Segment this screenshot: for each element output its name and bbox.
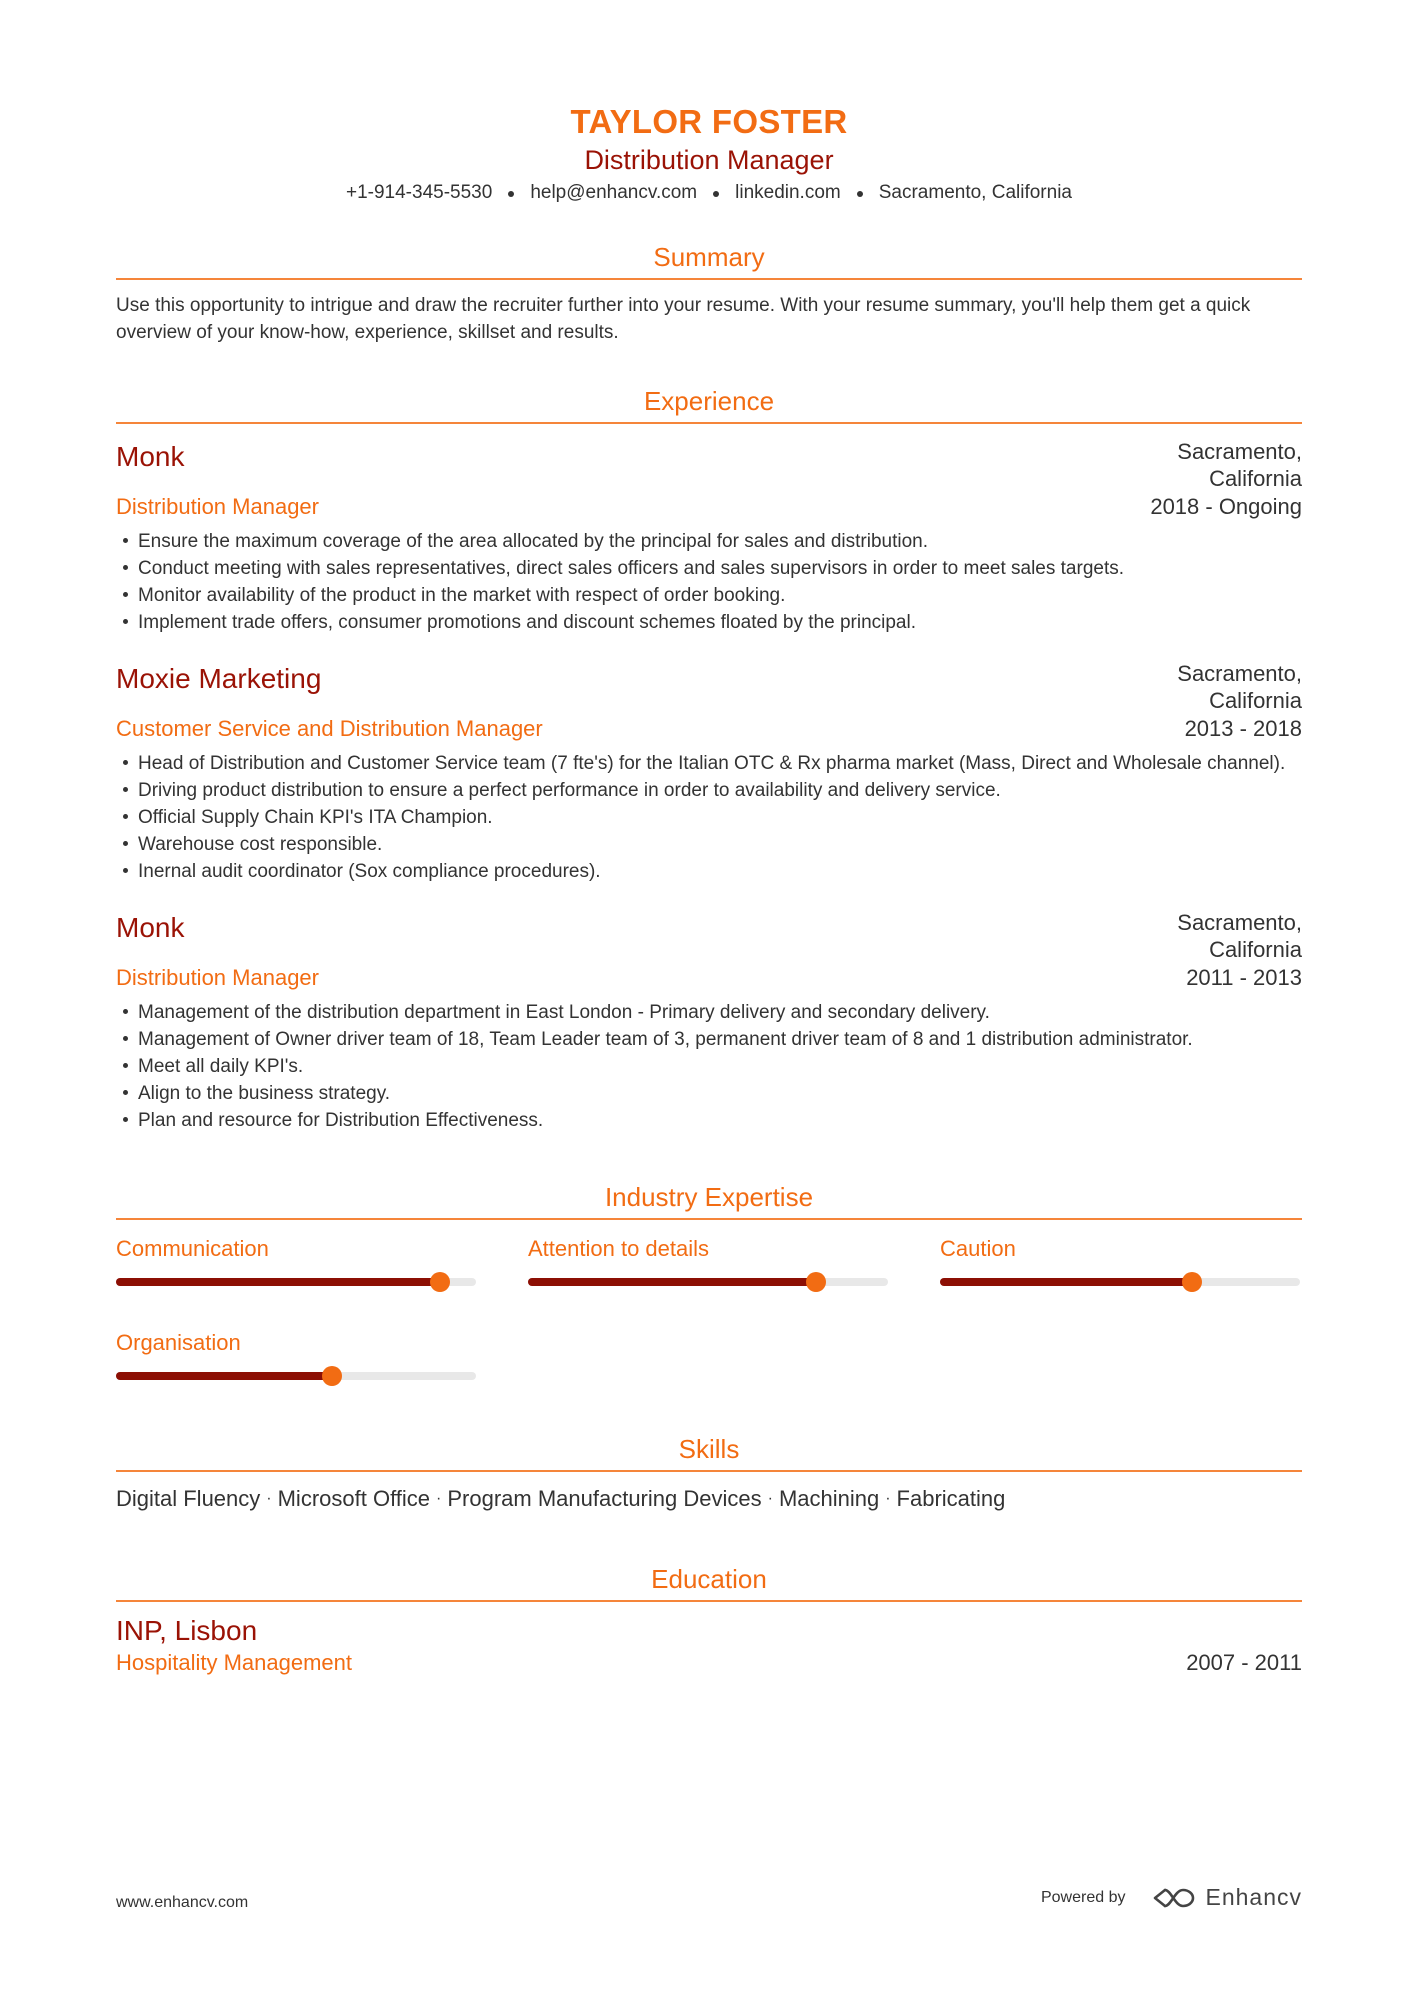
job-bullet: Plan and resource for Distribution Effectiveness.: [116, 1107, 1302, 1134]
expertise-bar-fill: [116, 1372, 332, 1380]
job-dates: 2011 - 2013: [1186, 965, 1302, 990]
contact-email: help@enhancv.com: [530, 182, 698, 203]
skill-separator: ·: [767, 1490, 773, 1507]
resume-content: [116, 100, 1302, 1678]
job-bullet: Head of Distribution and Customer Service team (7 fte's) for the Italian OTC & Rx pharma market (Mass, Direct and Wholesale channel).: [116, 750, 1302, 777]
summary-section: [116, 240, 1302, 346]
job-bullet: Conduct meeting with sales representatives, direct sales officers and sales supervisors in order to meet sales targets.: [116, 555, 1302, 582]
brand-name: Enhancv: [1205, 1884, 1302, 1910]
job-bullet: Align to the business strategy.: [116, 1080, 1302, 1107]
expertise-bar-fill: [116, 1278, 440, 1286]
footer-website[interactable]: www.enhancv.com: [116, 1894, 249, 1911]
job-dates: 2018 - Ongoing: [1150, 494, 1302, 519]
education-heading: Education: [116, 1562, 1302, 1602]
candidate-name: TAYLOR FOSTER: [570, 103, 848, 140]
expertise-bar-knob: [430, 1272, 450, 1292]
expertise-bar-knob: [1182, 1272, 1202, 1292]
education-section: [116, 1562, 1302, 1678]
expertise-bar: [528, 1278, 888, 1286]
experience-section: [116, 384, 1302, 1134]
expertise-heading: Industry Expertise: [116, 1180, 1302, 1220]
powered-by-label: Powered by: [1040, 1888, 1126, 1906]
company-name: Monk: [116, 441, 185, 472]
job-entry: [116, 438, 1302, 636]
expertise-bar-fill: [528, 1278, 816, 1286]
job-bullet: Meet all daily KPI's.: [116, 1053, 1302, 1080]
experience-heading: Experience: [116, 384, 1302, 424]
expertise-bar: [116, 1372, 476, 1380]
skill-item: Machining: [778, 1486, 880, 1511]
education-dates: 2007 - 2011: [1186, 1650, 1302, 1675]
expertise-label: Caution: [940, 1236, 1016, 1261]
skills-list: [116, 1484, 1302, 1514]
education-school: INP, Lisbon: [116, 1615, 258, 1646]
job-entry: [116, 909, 1302, 1134]
resume-header: [116, 100, 1302, 206]
education-degree: Hospitality Management: [116, 1650, 353, 1675]
expertise-item: [116, 1234, 476, 1298]
job-bullet: Inernal audit coordinator (Sox compliance procedures).: [116, 858, 1302, 885]
expertise-bar-fill: [940, 1278, 1192, 1286]
job-bullet: Management of Owner driver team of 18, Team Leader team of 3, permanent driver team of 8 and 1 distribution administrator.: [116, 1026, 1302, 1053]
contact-linkedin: linkedin.com: [735, 182, 841, 203]
expertise-item: [528, 1234, 888, 1298]
skills-heading: Skills: [116, 1432, 1302, 1472]
job-bullet: Monitor availability of the product in the market with respect of order booking.: [116, 582, 1302, 609]
job-bullet: Official Supply Chain KPI's ITA Champion.: [116, 804, 1302, 831]
expertise-label: Organisation: [116, 1330, 241, 1355]
skill-separator: ·: [885, 1490, 891, 1507]
job-bullet: Warehouse cost responsible.: [116, 831, 1302, 858]
job-location: Sacramento, California: [1177, 661, 1302, 713]
summary-heading: Summary: [116, 240, 1302, 280]
contact-info: [116, 180, 1302, 206]
job-role: Customer Service and Distribution Manager: [116, 716, 543, 741]
company-name: Moxie Marketing: [116, 663, 322, 694]
skill-separator: ·: [266, 1490, 272, 1507]
skill-separator: ·: [436, 1490, 442, 1507]
skill-item: Fabricating: [896, 1486, 1006, 1511]
enhancv-logo-icon: [1151, 1886, 1197, 1910]
expertise-section: [116, 1180, 1302, 1392]
job-bullet: Implement trade offers, consumer promotions and discount schemes floated by the principal.: [116, 609, 1302, 636]
skill-item: Microsoft Office: [277, 1486, 431, 1511]
summary-text: Use this opportunity to intrigue and draw the recruiter further into your resume. With your resume summary, you'll help them get a quick overview of your know-how, experience, skillset and results.: [116, 295, 1251, 343]
expertise-label: Attention to details: [528, 1236, 710, 1261]
contact-phone: +1-914-345-5530: [345, 182, 493, 203]
contact-location: Sacramento, California: [878, 182, 1072, 203]
expertise-item: [116, 1328, 476, 1392]
job-bullet: Ensure the maximum coverage of the area allocated by the principal for sales and distribution.: [116, 528, 1302, 555]
bullet-separator: [508, 191, 514, 197]
expertise-bar: [116, 1278, 476, 1286]
bullet-separator: [857, 191, 863, 197]
skills-section: [116, 1432, 1302, 1514]
expertise-item: [940, 1234, 1300, 1298]
enhancv-logo[interactable]: [1151, 1884, 1302, 1911]
skill-item: Program Manufacturing Devices: [447, 1486, 762, 1511]
bullet-separator: [713, 191, 719, 197]
job-location: Sacramento, California: [1177, 439, 1302, 491]
job-bullet: Driving product distribution to ensure a perfect performance in order to availability and delivery service.: [116, 777, 1302, 804]
expertise-label: Communication: [116, 1236, 269, 1261]
job-bullets: [116, 528, 1302, 636]
job-bullet: Management of the distribution department in East London - Primary delivery and secondary delivery.: [116, 999, 1302, 1026]
footer-branding: [1041, 1884, 1302, 1911]
job-entry: [116, 660, 1302, 885]
expertise-bar-knob: [806, 1272, 826, 1292]
job-bullets: [116, 750, 1302, 885]
skill-item: Digital Fluency: [116, 1486, 261, 1511]
job-role: Distribution Manager: [116, 494, 319, 519]
company-name: Monk: [116, 912, 185, 943]
expertise-bar: [940, 1278, 1300, 1286]
job-dates: 2013 - 2018: [1184, 716, 1302, 741]
candidate-title: Distribution Manager: [584, 145, 834, 175]
job-bullets: [116, 999, 1302, 1134]
job-location: Sacramento, California: [1177, 910, 1302, 962]
expertise-grid: [116, 1234, 1302, 1392]
job-role: Distribution Manager: [116, 965, 319, 990]
expertise-bar-knob: [322, 1366, 342, 1386]
